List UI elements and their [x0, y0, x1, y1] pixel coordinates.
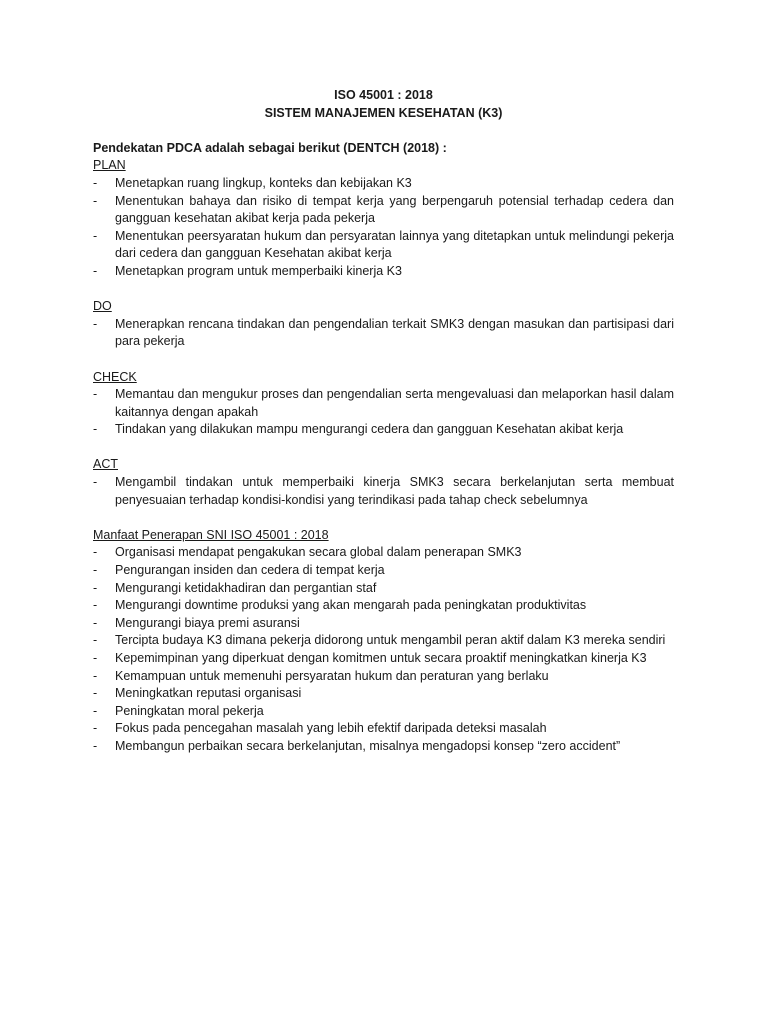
- dash-bullet-icon: -: [93, 563, 98, 578]
- list-item-text: Peningkatan moral pekerja: [115, 703, 264, 718]
- dash-bullet-icon: -: [93, 475, 98, 490]
- document-page: [93, 87, 674, 756]
- list-item-text: Menentukan peersyaratan hukum dan persyaratan lainnya yang ditetapkan untuk melindungi pekerja dari cedera dan gangguan Kesehatan akibat kerja: [115, 228, 674, 261]
- dash-bullet-icon: -: [93, 686, 98, 701]
- list-item: [93, 685, 674, 703]
- list-item: [93, 263, 674, 281]
- list-item-text: Kepemimpinan yang diperkuat dengan komitmen untuk secara proaktif meningkatkan kinerja K3: [115, 651, 647, 665]
- section-heading: CHECK: [93, 369, 137, 384]
- list-item: [93, 421, 674, 439]
- list-item-text: Tindakan yang dilakukan mampu mengurangi cedera dan gangguan Kesehatan akibat kerja: [115, 422, 624, 437]
- dash-bullet-icon: -: [93, 580, 98, 595]
- dash-bullet-icon: -: [93, 668, 98, 683]
- list-item: [93, 580, 674, 598]
- section-do: [93, 298, 674, 351]
- list-item-text: Meningkatkan reputasi organisasi: [115, 686, 302, 701]
- dash-bullet-icon: -: [93, 633, 98, 648]
- list-item: [93, 650, 674, 668]
- bullet-list: [93, 386, 674, 439]
- list-item: [93, 175, 674, 193]
- list-item-text: Mengurangi biaya premi asuransi: [115, 615, 300, 630]
- section-heading: Manfaat Penerapan SNI ISO 45001 : 2018: [93, 527, 329, 542]
- list-item: [93, 316, 674, 351]
- list-item: [93, 386, 674, 421]
- list-item-text: Menetapkan ruang lingkup, konteks dan kebijakan K3: [115, 175, 412, 190]
- dash-bullet-icon: -: [93, 422, 98, 437]
- section-heading: ACT: [93, 457, 118, 472]
- dash-bullet-icon: -: [93, 545, 98, 560]
- section-manfaat: [93, 527, 674, 756]
- dash-bullet-icon: -: [93, 615, 98, 630]
- section-act: [93, 456, 674, 509]
- bullet-list: [93, 544, 674, 755]
- list-item: [93, 228, 674, 263]
- list-item-text: Memantau dan mengukur proses dan pengendalian serta mengevaluasi dan melaporkan hasil dalam kaitannya dengan apakah: [115, 387, 674, 419]
- section-heading: DO: [93, 299, 112, 314]
- list-item-text: Membangun perbaikan secara berkelanjutan, misalnya mengadopsi konsep “zero accident”: [115, 738, 621, 753]
- list-item: [93, 615, 674, 633]
- intro-text: Pendekatan PDCA adalah sebagai berikut (DENTCH (2018) :: [93, 140, 447, 155]
- list-item-text: Tercipta budaya K3 dimana pekerja didorong untuk mengambil peran aktif dalam K3 mereka sendiri: [115, 633, 666, 648]
- list-item: [93, 738, 674, 756]
- bullet-list: [93, 474, 674, 509]
- section-check: [93, 369, 674, 439]
- list-item-text: Mengurangi ketidakhadiran dan pergantian staf: [115, 580, 377, 595]
- list-item: [93, 193, 674, 228]
- dash-bullet-icon: -: [93, 316, 98, 331]
- list-item: [93, 668, 674, 686]
- dash-bullet-icon: -: [93, 387, 98, 402]
- dash-bullet-icon: -: [93, 651, 98, 665]
- list-item-text: Menentukan bahaya dan risiko di tempat kerja yang berpengaruh potensial terhadap cedera dan gangguan kesehatan akibat kerja pada pekerja: [115, 193, 674, 226]
- dash-bullet-icon: -: [93, 598, 98, 613]
- list-item-text: Menerapkan rencana tindakan dan pengendalian terkait SMK3 dengan masukan dan partisipasi dari para pekerja: [115, 316, 674, 349]
- dash-bullet-icon: -: [93, 193, 98, 208]
- dash-bullet-icon: -: [93, 703, 98, 718]
- dash-bullet-icon: -: [93, 721, 98, 736]
- list-item-text: Organisasi mendapat pengakukan secara global dalam penerapan SMK3: [115, 545, 522, 560]
- list-item-text: Fokus pada pencegahan masalah yang lebih efektif daripada deteksi masalah: [115, 721, 547, 736]
- section-plan: [93, 157, 674, 280]
- bullet-list: [93, 316, 674, 351]
- list-item: [93, 562, 674, 580]
- dash-bullet-icon: -: [93, 738, 98, 753]
- document-title: ISO 45001 : 2018: [334, 88, 433, 102]
- list-item-text: Mengurangi downtime produksi yang akan mengarah pada peningkatan produktivitas: [115, 598, 587, 613]
- dash-bullet-icon: -: [93, 263, 98, 278]
- list-item: [93, 720, 674, 738]
- list-item-text: Kemampuan untuk memenuhi persyaratan hukum dan peraturan yang berlaku: [115, 668, 549, 683]
- list-item: [93, 544, 674, 562]
- list-item-text: Pengurangan insiden dan cedera di tempat kerja: [115, 563, 385, 578]
- bullet-list: [93, 175, 674, 281]
- document-subtitle: SISTEM MANAJEMEN KESEHATAN (K3): [264, 105, 503, 120]
- list-item: [93, 632, 674, 650]
- list-item: [93, 703, 674, 721]
- list-item: [93, 474, 674, 509]
- dash-bullet-icon: -: [93, 175, 98, 190]
- list-item: [93, 597, 674, 615]
- dash-bullet-icon: -: [93, 228, 98, 243]
- list-item-text: Mengambil tindakan untuk memperbaiki kinerja SMK3 secara berkelanjutan serta membuat penyesuaian terhadap kondisi-kondisi yang terindikasi pada tahap check sebelumnya: [115, 475, 674, 507]
- section-heading: PLAN: [93, 158, 126, 173]
- list-item-text: Menetapkan program untuk memperbaiki kinerja K3: [115, 263, 402, 278]
- sections-container: [93, 157, 674, 755]
